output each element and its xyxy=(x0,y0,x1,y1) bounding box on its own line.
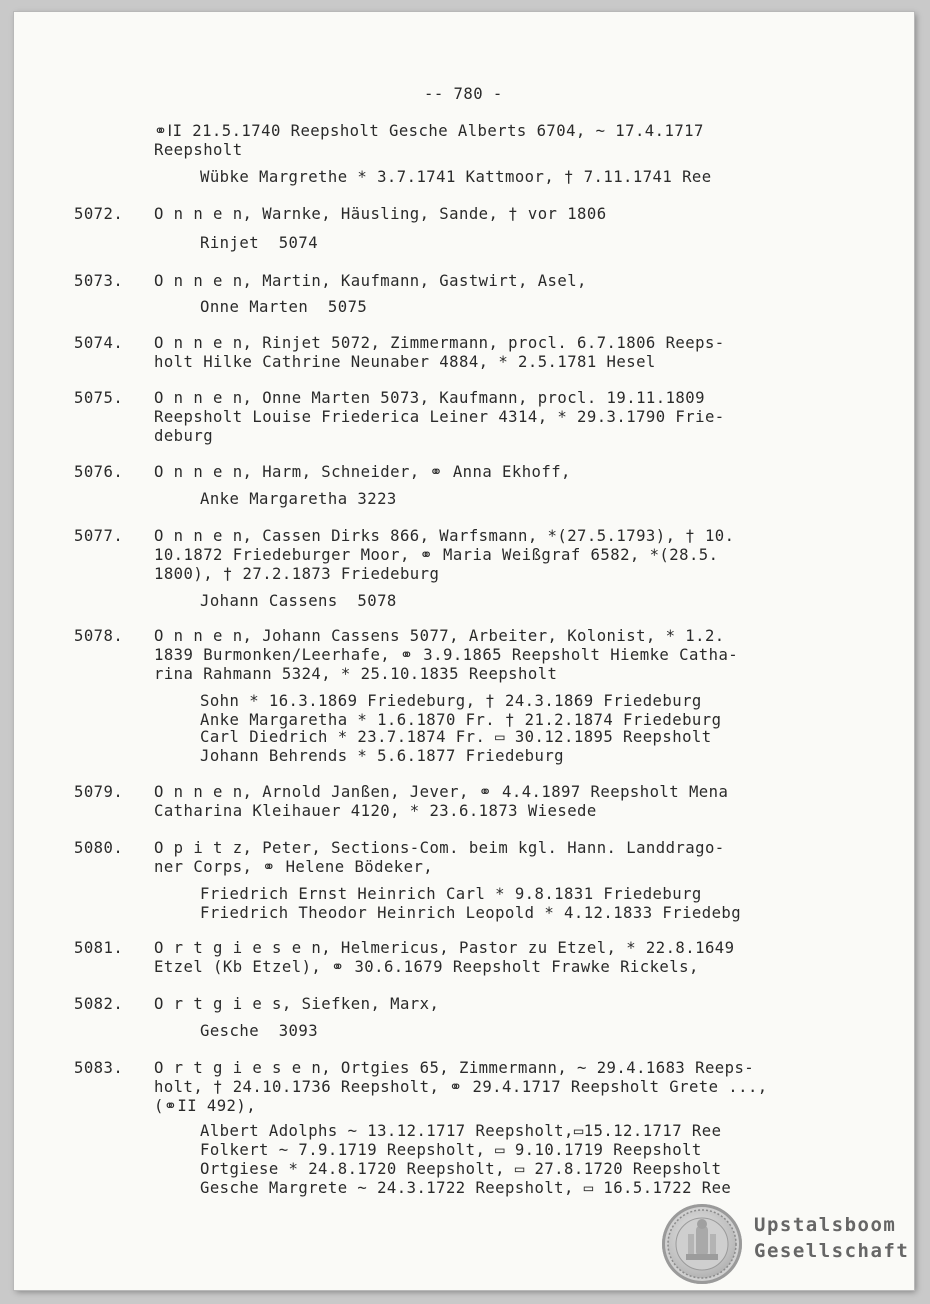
child-line: Gesche 3093 xyxy=(200,1022,319,1040)
entry-number: 5073. xyxy=(74,272,124,290)
entry-line: O r t g i e s, Siefken, Marx, xyxy=(154,995,440,1013)
text-line: Reepsholt xyxy=(154,141,243,159)
child-line: Rinjet 5074 xyxy=(200,234,319,252)
child-line: Carl Diedrich * 23.7.1874 Fr. ▭ 30.12.1895 Reepsholt xyxy=(200,728,712,746)
entry-number: 5075. xyxy=(74,389,124,407)
entry-number: 5074. xyxy=(74,334,124,352)
entry-number: 5078. xyxy=(74,627,124,645)
entry-line: 1800), † 27.2.1873 Friedeburg xyxy=(154,565,440,583)
seal-icon xyxy=(662,1204,742,1284)
entry-number: 5080. xyxy=(74,839,124,857)
entry-number: 5081. xyxy=(74,939,124,957)
logo-text-line1: Upstalsboom xyxy=(754,1214,897,1236)
entry-line: (⚭II 492), xyxy=(154,1097,257,1115)
entry-line: O n n e n, Johann Cassens 5077, Arbeiter, Kolonist, * 1.2. xyxy=(154,627,725,645)
entry-line: O n n e n, Arnold Janßen, Jever, ⚭ 4.4.1897 Reepsholt Mena xyxy=(154,783,729,801)
entry-line: ner Corps, ⚭ Helene Bödeker, xyxy=(154,858,434,876)
entry-line: Catharina Kleihauer 4120, * 23.6.1873 Wiesede xyxy=(154,802,597,820)
entry-line: O n n e n, Harm, Schneider, ⚭ Anna Ekhoff, xyxy=(154,463,571,481)
child-line: Onne Marten 5075 xyxy=(200,298,368,316)
entry-number: 5082. xyxy=(74,995,124,1013)
entry-number: 5083. xyxy=(74,1059,124,1077)
entry-line: deburg xyxy=(154,427,214,445)
entry-line: holt Hilke Cathrine Neunaber 4884, * 2.5.1781 Hesel xyxy=(154,353,656,371)
child-line: Wübke Margrethe * 3.7.1741 Kattmoor, † 7.11.1741 Ree xyxy=(200,168,712,186)
text-line: ⚭ⅠI 21.5.1740 Reepsholt Gesche Alberts 6704, ~ 17.4.1717 xyxy=(154,122,704,140)
entry-line: O r t g i e s e n, Helmericus, Pastor zu Etzel, * 22.8.1649 xyxy=(154,939,735,957)
child-line: Albert Adolphs ~ 13.12.1717 Reepsholt,▭15.12.1717 Ree xyxy=(200,1122,722,1140)
entry-line: 10.1872 Friedeburger Moor, ⚭ Maria Weißgraf 6582, *(28.5. xyxy=(154,546,719,564)
entry-line: O n n e n, Warnke, Häusling, Sande, † vor 1806 xyxy=(154,205,607,223)
child-line: Gesche Margrete ~ 24.3.1722 Reepsholt, ▭ 16.5.1722 Ree xyxy=(200,1179,732,1197)
entry-line: O n n e n, Martin, Kaufmann, Gastwirt, Asel, xyxy=(154,272,587,290)
child-line: Sohn * 16.3.1869 Friedeburg, † 24.3.1869 Friedeburg xyxy=(200,692,702,710)
entry-line: O r t g i e s e n, Ortgies 65, Zimmermann, ~ 29.4.1683 Reeps- xyxy=(154,1059,755,1077)
entry-line: O n n e n, Onne Marten 5073, Kaufmann, procl. 19.11.1809 xyxy=(154,389,705,407)
child-line: Johann Cassens 5078 xyxy=(200,592,397,610)
logo-text-line2: Gesellschaft xyxy=(754,1240,910,1262)
entry-number: 5077. xyxy=(74,527,124,545)
child-line: Anke Margaretha 3223 xyxy=(200,490,397,508)
entry-line: holt, † 24.10.1736 Reepsholt, ⚭ 29.4.1717 Reepsholt Grete ..., xyxy=(154,1078,768,1096)
document-page xyxy=(14,12,914,1290)
entry-line: Reepsholt Louise Friederica Leiner 4314, * 29.3.1790 Frie- xyxy=(154,408,725,426)
entry-number: 5076. xyxy=(74,463,124,481)
entry-line: rina Rahmann 5324, * 25.10.1835 Reepsholt xyxy=(154,665,558,683)
child-line: Folkert ~ 7.9.1719 Reepsholt, ▭ 9.10.1719 Reepsholt xyxy=(200,1141,702,1159)
entry-number: 5072. xyxy=(74,205,124,223)
page-number: -- 780 - xyxy=(424,85,503,103)
entry-line: O n n e n, Cassen Dirks 866, Warfsmann, *(27.5.1793), † 10. xyxy=(154,527,735,545)
child-line: Anke Margaretha * 1.6.1870 Fr. † 21.2.1874 Friedeburg xyxy=(200,711,722,729)
child-line: Ortgiese * 24.8.1720 Reepsholt, ▭ 27.8.1720 Reepsholt xyxy=(200,1160,722,1178)
entry-line: O n n e n, Rinjet 5072, Zimmermann, procl. 6.7.1806 Reeps- xyxy=(154,334,725,352)
child-line: Friedrich Ernst Heinrich Carl * 9.8.1831 Friedeburg xyxy=(200,885,702,903)
entry-line: 1839 Burmonken/Leerhafe, ⚭ 3.9.1865 Reepsholt Hiemke Catha- xyxy=(154,646,739,664)
entry-line: Etzel (Kb Etzel), ⚭ 30.6.1679 Reepsholt Frawke Rickels, xyxy=(154,958,699,976)
upstalsboom-logo xyxy=(662,1204,912,1284)
entry-line: O p i t z, Peter, Sections-Com. beim kgl. Hann. Landdrago- xyxy=(154,839,725,857)
child-line: Friedrich Theodor Heinrich Leopold * 4.12.1833 Friedebg xyxy=(200,904,742,922)
child-line: Johann Behrends * 5.6.1877 Friedeburg xyxy=(200,747,565,765)
entry-number: 5079. xyxy=(74,783,124,801)
